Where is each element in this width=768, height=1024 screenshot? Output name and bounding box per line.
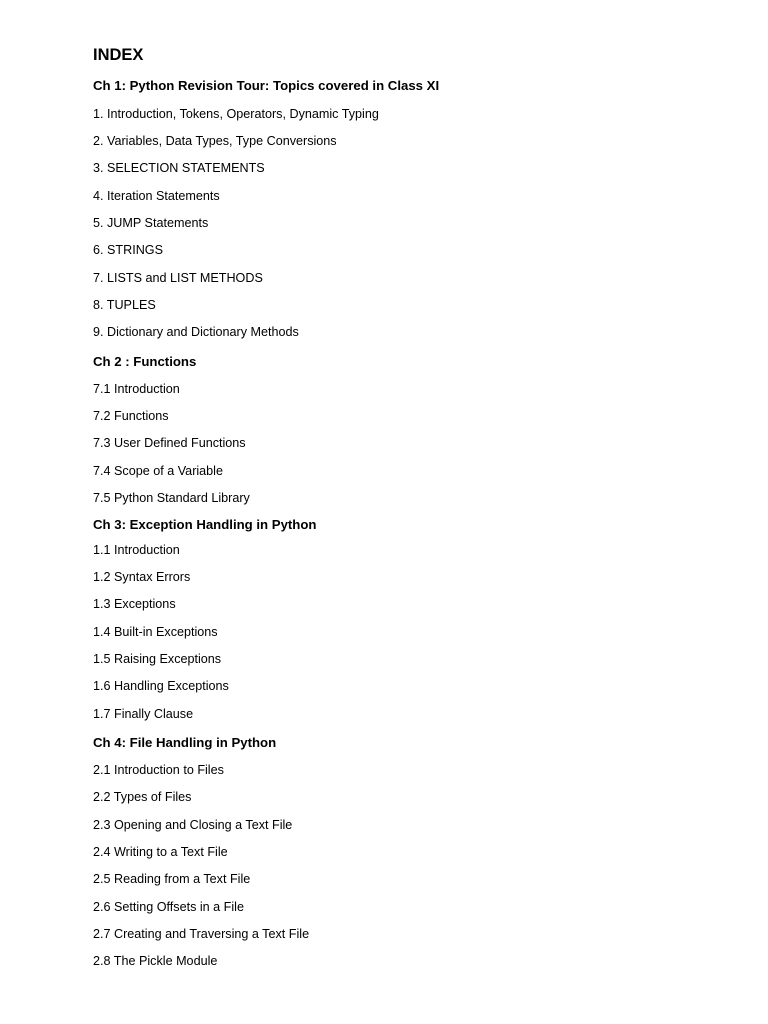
chapter-1-item: 3. SELECTION STATEMENTS	[93, 161, 265, 175]
chapter-3-item: 1.1 Introduction	[93, 543, 180, 557]
chapter-2-item: 7.2 Functions	[93, 409, 169, 423]
chapter-1-item: 7. LISTS and LIST METHODS	[93, 271, 263, 285]
chapter-1-item: 6. STRINGS	[93, 243, 163, 257]
chapter-3-heading: Ch 3: Exception Handling in Python	[93, 517, 317, 532]
chapter-2-item: 7.1 Introduction	[93, 382, 180, 396]
chapter-1-heading: Ch 1: Python Revision Tour: Topics covered in Class XI	[93, 78, 440, 93]
chapter-1-item: 2. Variables, Data Types, Type Conversions	[93, 134, 337, 148]
chapter-3-item: 1.4 Built-in Exceptions	[93, 625, 218, 639]
chapter-4-item: 2.7 Creating and Traversing a Text File	[93, 927, 310, 941]
chapter-1-item: 9. Dictionary and Dictionary Methods	[93, 325, 299, 339]
chapter-2-heading: Ch 2 : Functions	[93, 354, 197, 369]
chapter-1-item: 8. TUPLES	[93, 298, 156, 312]
chapter-3-item: 1.6 Handling Exceptions	[93, 679, 229, 693]
chapter-2-item: 7.3 User Defined Functions	[93, 436, 246, 450]
chapter-4-item: 2.3 Opening and Closing a Text File	[93, 818, 293, 832]
chapter-3-item: 1.2 Syntax Errors	[93, 570, 191, 584]
chapter-2-item: 7.5 Python Standard Library	[93, 491, 250, 505]
chapter-4-item: 2.2 Types of Files	[93, 790, 192, 804]
chapter-4-item: 2.8 The Pickle Module	[93, 954, 218, 968]
chapter-4-item: 2.5 Reading from a Text File	[93, 872, 251, 886]
chapter-1-item: 5. JUMP Statements	[93, 216, 209, 230]
chapter-3-item: 1.5 Raising Exceptions	[93, 652, 222, 666]
chapter-4-item: 2.6 Setting Offsets in a File	[93, 900, 244, 914]
chapter-3-item: 1.3 Exceptions	[93, 597, 176, 611]
chapter-1-item: 4. Iteration Statements	[93, 189, 220, 203]
chapter-1-item: 1. Introduction, Tokens, Operators, Dynamic Typing	[93, 107, 379, 121]
chapter-4-heading: Ch 4: File Handling in Python	[93, 735, 277, 750]
chapter-4-item: 2.1 Introduction to Files	[93, 763, 224, 777]
chapter-4-item: 2.4 Writing to a Text File	[93, 845, 228, 859]
chapter-2-item: 7.4 Scope of a Variable	[93, 464, 223, 478]
chapter-3-item: 1.7 Finally Clause	[93, 707, 194, 721]
index-title: INDEX	[93, 46, 144, 64]
